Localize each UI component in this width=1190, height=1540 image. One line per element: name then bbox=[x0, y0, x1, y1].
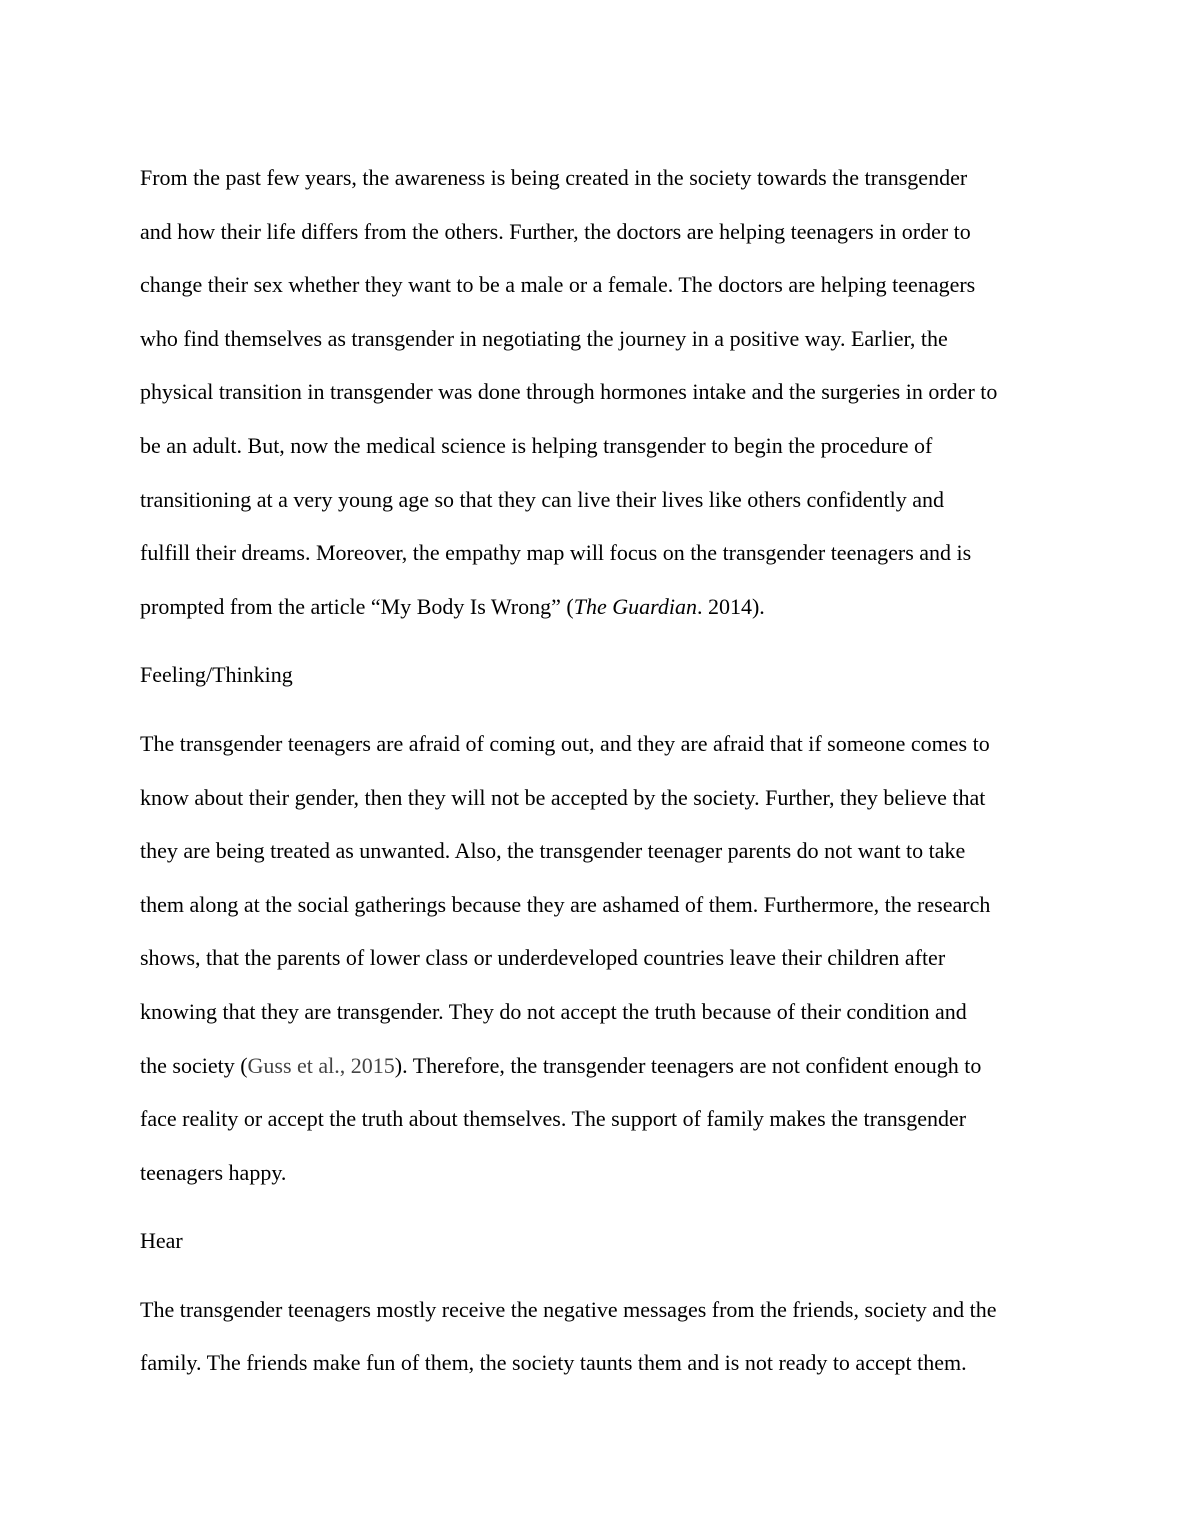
document-body bbox=[140, 151, 1060, 1390]
line-text: ). Therefore, the transgender teenagers are not confident enough to bbox=[394, 1052, 982, 1078]
paragraph-line: who find themselves as transgender in negotiating the journey in a positive way. Earlier, the bbox=[140, 325, 948, 351]
section-heading-feeling-thinking: Feeling/Thinking bbox=[140, 662, 293, 688]
paragraph-line: change their sex whether they want to be a male or a female. The doctors are helping teenagers bbox=[140, 272, 976, 298]
feeling-thinking-paragraph bbox=[140, 717, 1060, 1199]
paragraph-line-with-citation bbox=[140, 580, 1060, 634]
paragraph-line: physical transition in transgender was done through hormones intake and the surgeries in order to bbox=[140, 379, 998, 405]
paragraph-line: shows, that the parents of lower class or underdeveloped countries leave their children after bbox=[140, 945, 946, 971]
paragraph-line: transitioning at a very young age so that they can live their lives like others confidently and bbox=[140, 486, 944, 512]
paragraph-line: From the past few years, the awareness is being created in the society towards the transgender bbox=[140, 165, 968, 190]
paragraph-line: they are being treated as unwanted. Also, the transgender teenager parents do not want to take bbox=[140, 838, 966, 864]
paragraph-line: and how their life differs from the others. Further, the doctors are helping teenagers in order to bbox=[140, 218, 971, 244]
paragraph-line-with-citation bbox=[140, 1039, 1060, 1093]
paragraph-line: family. The friends make fun of them, the society taunts them and is not ready to accept them. bbox=[140, 1350, 967, 1376]
paragraph-line: fulfill their dreams. Moreover, the empathy map will focus on the transgender teenagers and is bbox=[140, 540, 972, 566]
hear-paragraph bbox=[140, 1283, 1060, 1390]
paragraph-line: face reality or accept the truth about themselves. The support of family makes the transgender bbox=[140, 1106, 967, 1132]
line-text: . 2014). bbox=[696, 593, 765, 619]
paragraph-line: them along at the social gatherings because they are ashamed of them. Furthermore, the research bbox=[140, 891, 991, 917]
publication-title: The Guardian bbox=[573, 593, 697, 619]
line-text: the society ( bbox=[140, 1052, 248, 1078]
intro-paragraph bbox=[140, 151, 1060, 633]
paragraph-line: The transgender teenagers are afraid of coming out, and they are afraid that if someone comes to bbox=[140, 730, 990, 756]
section-heading-hear: Hear bbox=[140, 1228, 183, 1254]
paragraph-line: knowing that they are transgender. They do not accept the truth because of their condition and bbox=[140, 998, 967, 1024]
citation: Guss et al., 2015 bbox=[247, 1052, 395, 1078]
paragraph-line: teenagers happy. bbox=[140, 1159, 287, 1185]
paragraph-line: The transgender teenagers mostly receive the negative messages from the friends, society and the bbox=[140, 1296, 997, 1322]
paragraph-line: be an adult. But, now the medical science is helping transgender to begin the procedure of bbox=[140, 432, 933, 458]
paragraph-line: know about their gender, then they will not be accepted by the society. Further, they believe that bbox=[140, 784, 986, 810]
line-text: prompted from the article “My Body Is Wrong” ( bbox=[140, 593, 574, 619]
